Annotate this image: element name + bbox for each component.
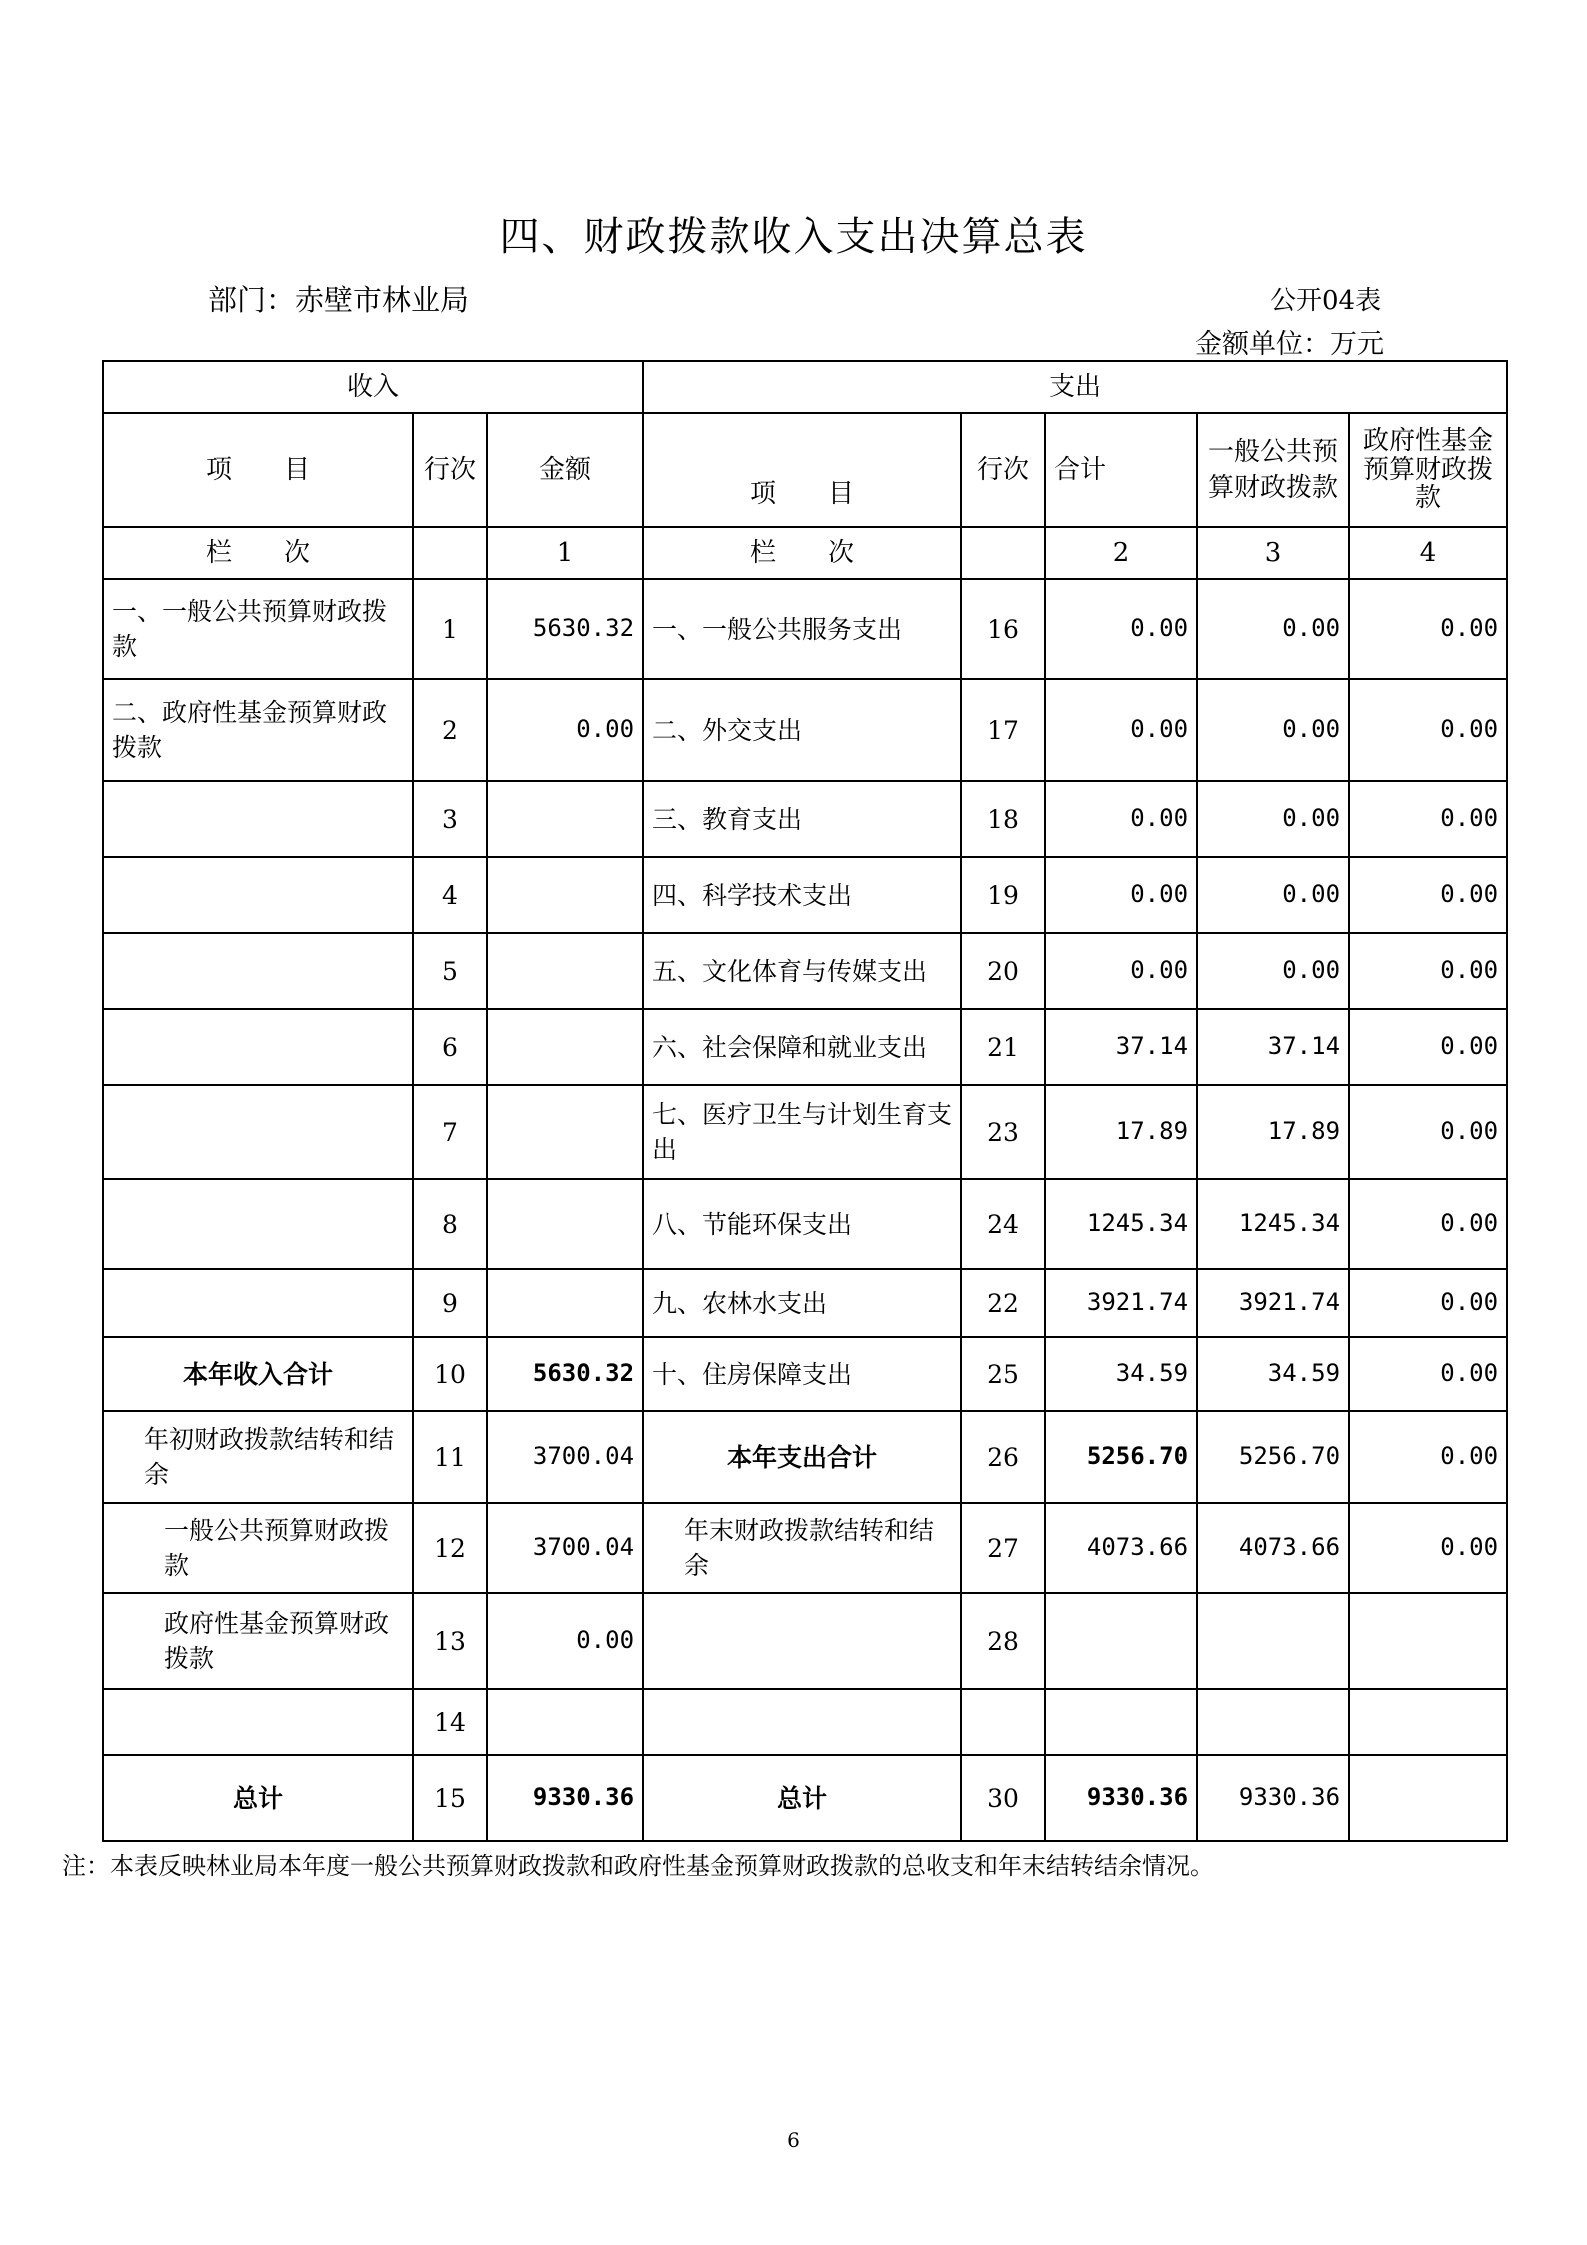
expense-total-header: 合计 bbox=[1045, 413, 1197, 527]
expense-rowno-cell: 26 bbox=[961, 1411, 1045, 1503]
income-amount-cell bbox=[487, 781, 643, 857]
expense-item-cell: 四、科学技术支出 bbox=[643, 857, 961, 933]
expense-total-cell: 9330.36 bbox=[1045, 1755, 1197, 1841]
general-budget-cell: 9330.36 bbox=[1197, 1755, 1349, 1841]
empty-cell bbox=[413, 527, 487, 579]
expense-rowno-cell: 25 bbox=[961, 1337, 1045, 1411]
general-budget-cell: 0.00 bbox=[1197, 933, 1349, 1009]
expense-col-label: 栏 次 bbox=[643, 527, 961, 579]
income-item-cell bbox=[103, 933, 413, 1009]
table-row bbox=[103, 1755, 1507, 1841]
general-budget-cell: 34.59 bbox=[1197, 1337, 1349, 1411]
expense-rowno-cell: 16 bbox=[961, 579, 1045, 679]
footnote: 注：本表反映林业局本年度一般公共预算财政拨款和政府性基金预算财政拨款的总收支和年末结转结余情况。 bbox=[62, 1852, 1214, 1880]
gov-fund-header: 政府性基金预算财政拨款 bbox=[1349, 413, 1507, 527]
general-budget-cell: 3921.74 bbox=[1197, 1269, 1349, 1337]
income-amount-cell: 0.00 bbox=[487, 679, 643, 781]
expense-total-cell: 1245.34 bbox=[1045, 1179, 1197, 1269]
table-row bbox=[103, 857, 1507, 933]
income-item-cell bbox=[103, 781, 413, 857]
table-row bbox=[103, 1085, 1507, 1179]
expense-rowno-cell: 23 bbox=[961, 1085, 1045, 1179]
expense-rowno-cell: 21 bbox=[961, 1009, 1045, 1085]
amount-unit: 金额单位：万元 bbox=[1195, 329, 1384, 360]
expense-total-cell: 0.00 bbox=[1045, 857, 1197, 933]
expense-item-cell: 六、社会保障和就业支出 bbox=[643, 1009, 961, 1085]
gov-fund-cell: 0.00 bbox=[1349, 1503, 1507, 1593]
table-row bbox=[103, 781, 1507, 857]
income-amount-cell bbox=[487, 1269, 643, 1337]
expense-item-cell: 本年支出合计 bbox=[643, 1411, 961, 1503]
income-rowno-cell: 1 bbox=[413, 579, 487, 679]
expense-item-cell: 三、教育支出 bbox=[643, 781, 961, 857]
income-rowno-header: 行次 bbox=[413, 413, 487, 527]
general-budget-header: 一般公共预算财政拨款 bbox=[1197, 413, 1349, 527]
general-budget-cell: 0.00 bbox=[1197, 781, 1349, 857]
income-rowno-cell: 12 bbox=[413, 1503, 487, 1593]
income-item-cell: 一、一般公共预算财政拨款 bbox=[103, 579, 413, 679]
expense-total-cell bbox=[1045, 1593, 1197, 1689]
income-rowno-cell: 9 bbox=[413, 1269, 487, 1337]
income-rowno-cell: 11 bbox=[413, 1411, 487, 1503]
income-amount-cell: 3700.04 bbox=[487, 1503, 643, 1593]
general-budget-cell: 37.14 bbox=[1197, 1009, 1349, 1085]
income-item-cell bbox=[103, 857, 413, 933]
expense-item-cell: 八、节能环保支出 bbox=[643, 1179, 961, 1269]
income-amount-cell bbox=[487, 1689, 643, 1755]
expense-item-cell bbox=[643, 1593, 961, 1689]
income-rowno-cell: 4 bbox=[413, 857, 487, 933]
gov-fund-cell bbox=[1349, 1593, 1507, 1689]
gov-fund-cell: 0.00 bbox=[1349, 1085, 1507, 1179]
income-amount-cell bbox=[487, 857, 643, 933]
income-rowno-cell: 13 bbox=[413, 1593, 487, 1689]
expense-item-cell: 年末财政拨款结转和结余 bbox=[643, 1503, 961, 1593]
expense-rowno-cell: 17 bbox=[961, 679, 1045, 781]
income-header: 收入 bbox=[103, 361, 643, 413]
expense-total-cell: 3921.74 bbox=[1045, 1269, 1197, 1337]
expense-rowno-cell: 28 bbox=[961, 1593, 1045, 1689]
gov-fund-cell bbox=[1349, 1689, 1507, 1755]
gov-fund-cell: 0.00 bbox=[1349, 1411, 1507, 1503]
income-item-cell bbox=[103, 1009, 413, 1085]
income-item-cell: 年初财政拨款结转和结余 bbox=[103, 1411, 413, 1503]
expense-item-cell: 九、农林水支出 bbox=[643, 1269, 961, 1337]
expense-total-cell: 37.14 bbox=[1045, 1009, 1197, 1085]
income-item-cell: 二、政府性基金预算财政拨款 bbox=[103, 679, 413, 781]
expense-total-cell bbox=[1045, 1689, 1197, 1755]
income-rowno-cell: 15 bbox=[413, 1755, 487, 1841]
table-row bbox=[103, 1593, 1507, 1689]
income-item-cell bbox=[103, 1179, 413, 1269]
income-rowno-cell: 5 bbox=[413, 933, 487, 1009]
income-amount-header: 金额 bbox=[487, 413, 643, 527]
col-number-2: 2 bbox=[1045, 527, 1197, 579]
page-number: 6 bbox=[787, 2128, 800, 2152]
income-item-cell bbox=[103, 1085, 413, 1179]
income-col-label: 栏 次 bbox=[103, 527, 413, 579]
table-row bbox=[103, 933, 1507, 1009]
income-item-cell: 一般公共预算财政拨款 bbox=[103, 1503, 413, 1593]
expense-item-cell: 五、文化体育与传媒支出 bbox=[643, 933, 961, 1009]
income-amount-cell: 0.00 bbox=[487, 1593, 643, 1689]
department-label: 部门：赤壁市林业局 bbox=[208, 283, 470, 317]
income-item-cell: 本年收入合计 bbox=[103, 1337, 413, 1411]
general-budget-cell: 0.00 bbox=[1197, 579, 1349, 679]
expense-item-cell: 七、医疗卫生与计划生育支出 bbox=[643, 1085, 961, 1179]
gov-fund-cell: 0.00 bbox=[1349, 1009, 1507, 1085]
expense-rowno-cell: 19 bbox=[961, 857, 1045, 933]
gov-fund-cell: 0.00 bbox=[1349, 933, 1507, 1009]
general-budget-cell: 0.00 bbox=[1197, 679, 1349, 781]
table-row bbox=[103, 679, 1507, 781]
expense-total-cell: 34.59 bbox=[1045, 1337, 1197, 1411]
expense-total-cell: 17.89 bbox=[1045, 1085, 1197, 1179]
table-row bbox=[103, 579, 1507, 679]
expense-item-cell bbox=[643, 1689, 961, 1755]
income-item-cell bbox=[103, 1689, 413, 1755]
expense-rowno-cell: 18 bbox=[961, 781, 1045, 857]
general-budget-cell bbox=[1197, 1593, 1349, 1689]
expense-item-cell: 十、住房保障支出 bbox=[643, 1337, 961, 1411]
table-row bbox=[103, 1009, 1507, 1085]
gov-fund-cell: 0.00 bbox=[1349, 1179, 1507, 1269]
income-rowno-cell: 3 bbox=[413, 781, 487, 857]
expense-total-cell: 0.00 bbox=[1045, 679, 1197, 781]
income-amount-cell bbox=[487, 1009, 643, 1085]
income-item-cell bbox=[103, 1269, 413, 1337]
gov-fund-cell bbox=[1349, 1755, 1507, 1841]
general-budget-cell: 17.89 bbox=[1197, 1085, 1349, 1179]
expense-item-cell: 总计 bbox=[643, 1755, 961, 1841]
expense-total-cell: 0.00 bbox=[1045, 933, 1197, 1009]
expense-rowno-header: 行次 bbox=[961, 413, 1045, 527]
general-budget-cell bbox=[1197, 1689, 1349, 1755]
empty-cell bbox=[961, 527, 1045, 579]
income-rowno-cell: 2 bbox=[413, 679, 487, 781]
budget-summary-table bbox=[102, 360, 1508, 1842]
income-amount-cell: 9330.36 bbox=[487, 1755, 643, 1841]
income-amount-cell: 5630.32 bbox=[487, 1337, 643, 1411]
expense-header: 支出 bbox=[643, 361, 1507, 413]
income-rowno-cell: 10 bbox=[413, 1337, 487, 1411]
income-rowno-cell: 14 bbox=[413, 1689, 487, 1755]
col-number-3: 3 bbox=[1197, 527, 1349, 579]
gov-fund-cell: 0.00 bbox=[1349, 679, 1507, 781]
expense-total-cell: 0.00 bbox=[1045, 579, 1197, 679]
income-item-header: 项 目 bbox=[103, 413, 413, 527]
expense-rowno-cell: 24 bbox=[961, 1179, 1045, 1269]
gov-fund-cell: 0.00 bbox=[1349, 857, 1507, 933]
table-row bbox=[103, 1503, 1507, 1593]
expense-rowno-cell: 30 bbox=[961, 1755, 1045, 1841]
gov-fund-cell: 0.00 bbox=[1349, 1337, 1507, 1411]
table-row bbox=[103, 1689, 1507, 1755]
col-number-1: 1 bbox=[487, 527, 643, 579]
expense-total-cell: 4073.66 bbox=[1045, 1503, 1197, 1593]
general-budget-cell: 1245.34 bbox=[1197, 1179, 1349, 1269]
table-row bbox=[103, 1269, 1507, 1337]
page-title: 四、财政拨款收入支出决算总表 bbox=[499, 214, 1088, 260]
expense-rowno-cell bbox=[961, 1689, 1045, 1755]
expense-item-header: 项 目 bbox=[643, 413, 961, 527]
income-item-cell: 政府性基金预算财政拨款 bbox=[103, 1593, 413, 1689]
expense-item-cell: 一、一般公共服务支出 bbox=[643, 579, 961, 679]
gov-fund-cell: 0.00 bbox=[1349, 1269, 1507, 1337]
income-amount-cell: 3700.04 bbox=[487, 1411, 643, 1503]
gov-fund-cell: 0.00 bbox=[1349, 579, 1507, 679]
expense-rowno-cell: 20 bbox=[961, 933, 1045, 1009]
expense-rowno-cell: 22 bbox=[961, 1269, 1045, 1337]
income-rowno-cell: 6 bbox=[413, 1009, 487, 1085]
income-rowno-cell: 7 bbox=[413, 1085, 487, 1179]
table-row bbox=[103, 1411, 1507, 1503]
general-budget-cell: 0.00 bbox=[1197, 857, 1349, 933]
gov-fund-cell: 0.00 bbox=[1349, 781, 1507, 857]
general-budget-cell: 4073.66 bbox=[1197, 1503, 1349, 1593]
form-number: 公开04表 bbox=[1270, 286, 1382, 316]
table-row bbox=[103, 1179, 1507, 1269]
income-item-cell: 总计 bbox=[103, 1755, 413, 1841]
income-amount-cell bbox=[487, 1179, 643, 1269]
income-amount-cell bbox=[487, 1085, 643, 1179]
income-rowno-cell: 8 bbox=[413, 1179, 487, 1269]
income-amount-cell bbox=[487, 933, 643, 1009]
expense-item-cell: 二、外交支出 bbox=[643, 679, 961, 781]
expense-rowno-cell: 27 bbox=[961, 1503, 1045, 1593]
table-row bbox=[103, 1337, 1507, 1411]
expense-total-cell: 5256.70 bbox=[1045, 1411, 1197, 1503]
col-number-4: 4 bbox=[1349, 527, 1507, 579]
expense-total-cell: 0.00 bbox=[1045, 781, 1197, 857]
general-budget-cell: 5256.70 bbox=[1197, 1411, 1349, 1503]
income-amount-cell: 5630.32 bbox=[487, 579, 643, 679]
